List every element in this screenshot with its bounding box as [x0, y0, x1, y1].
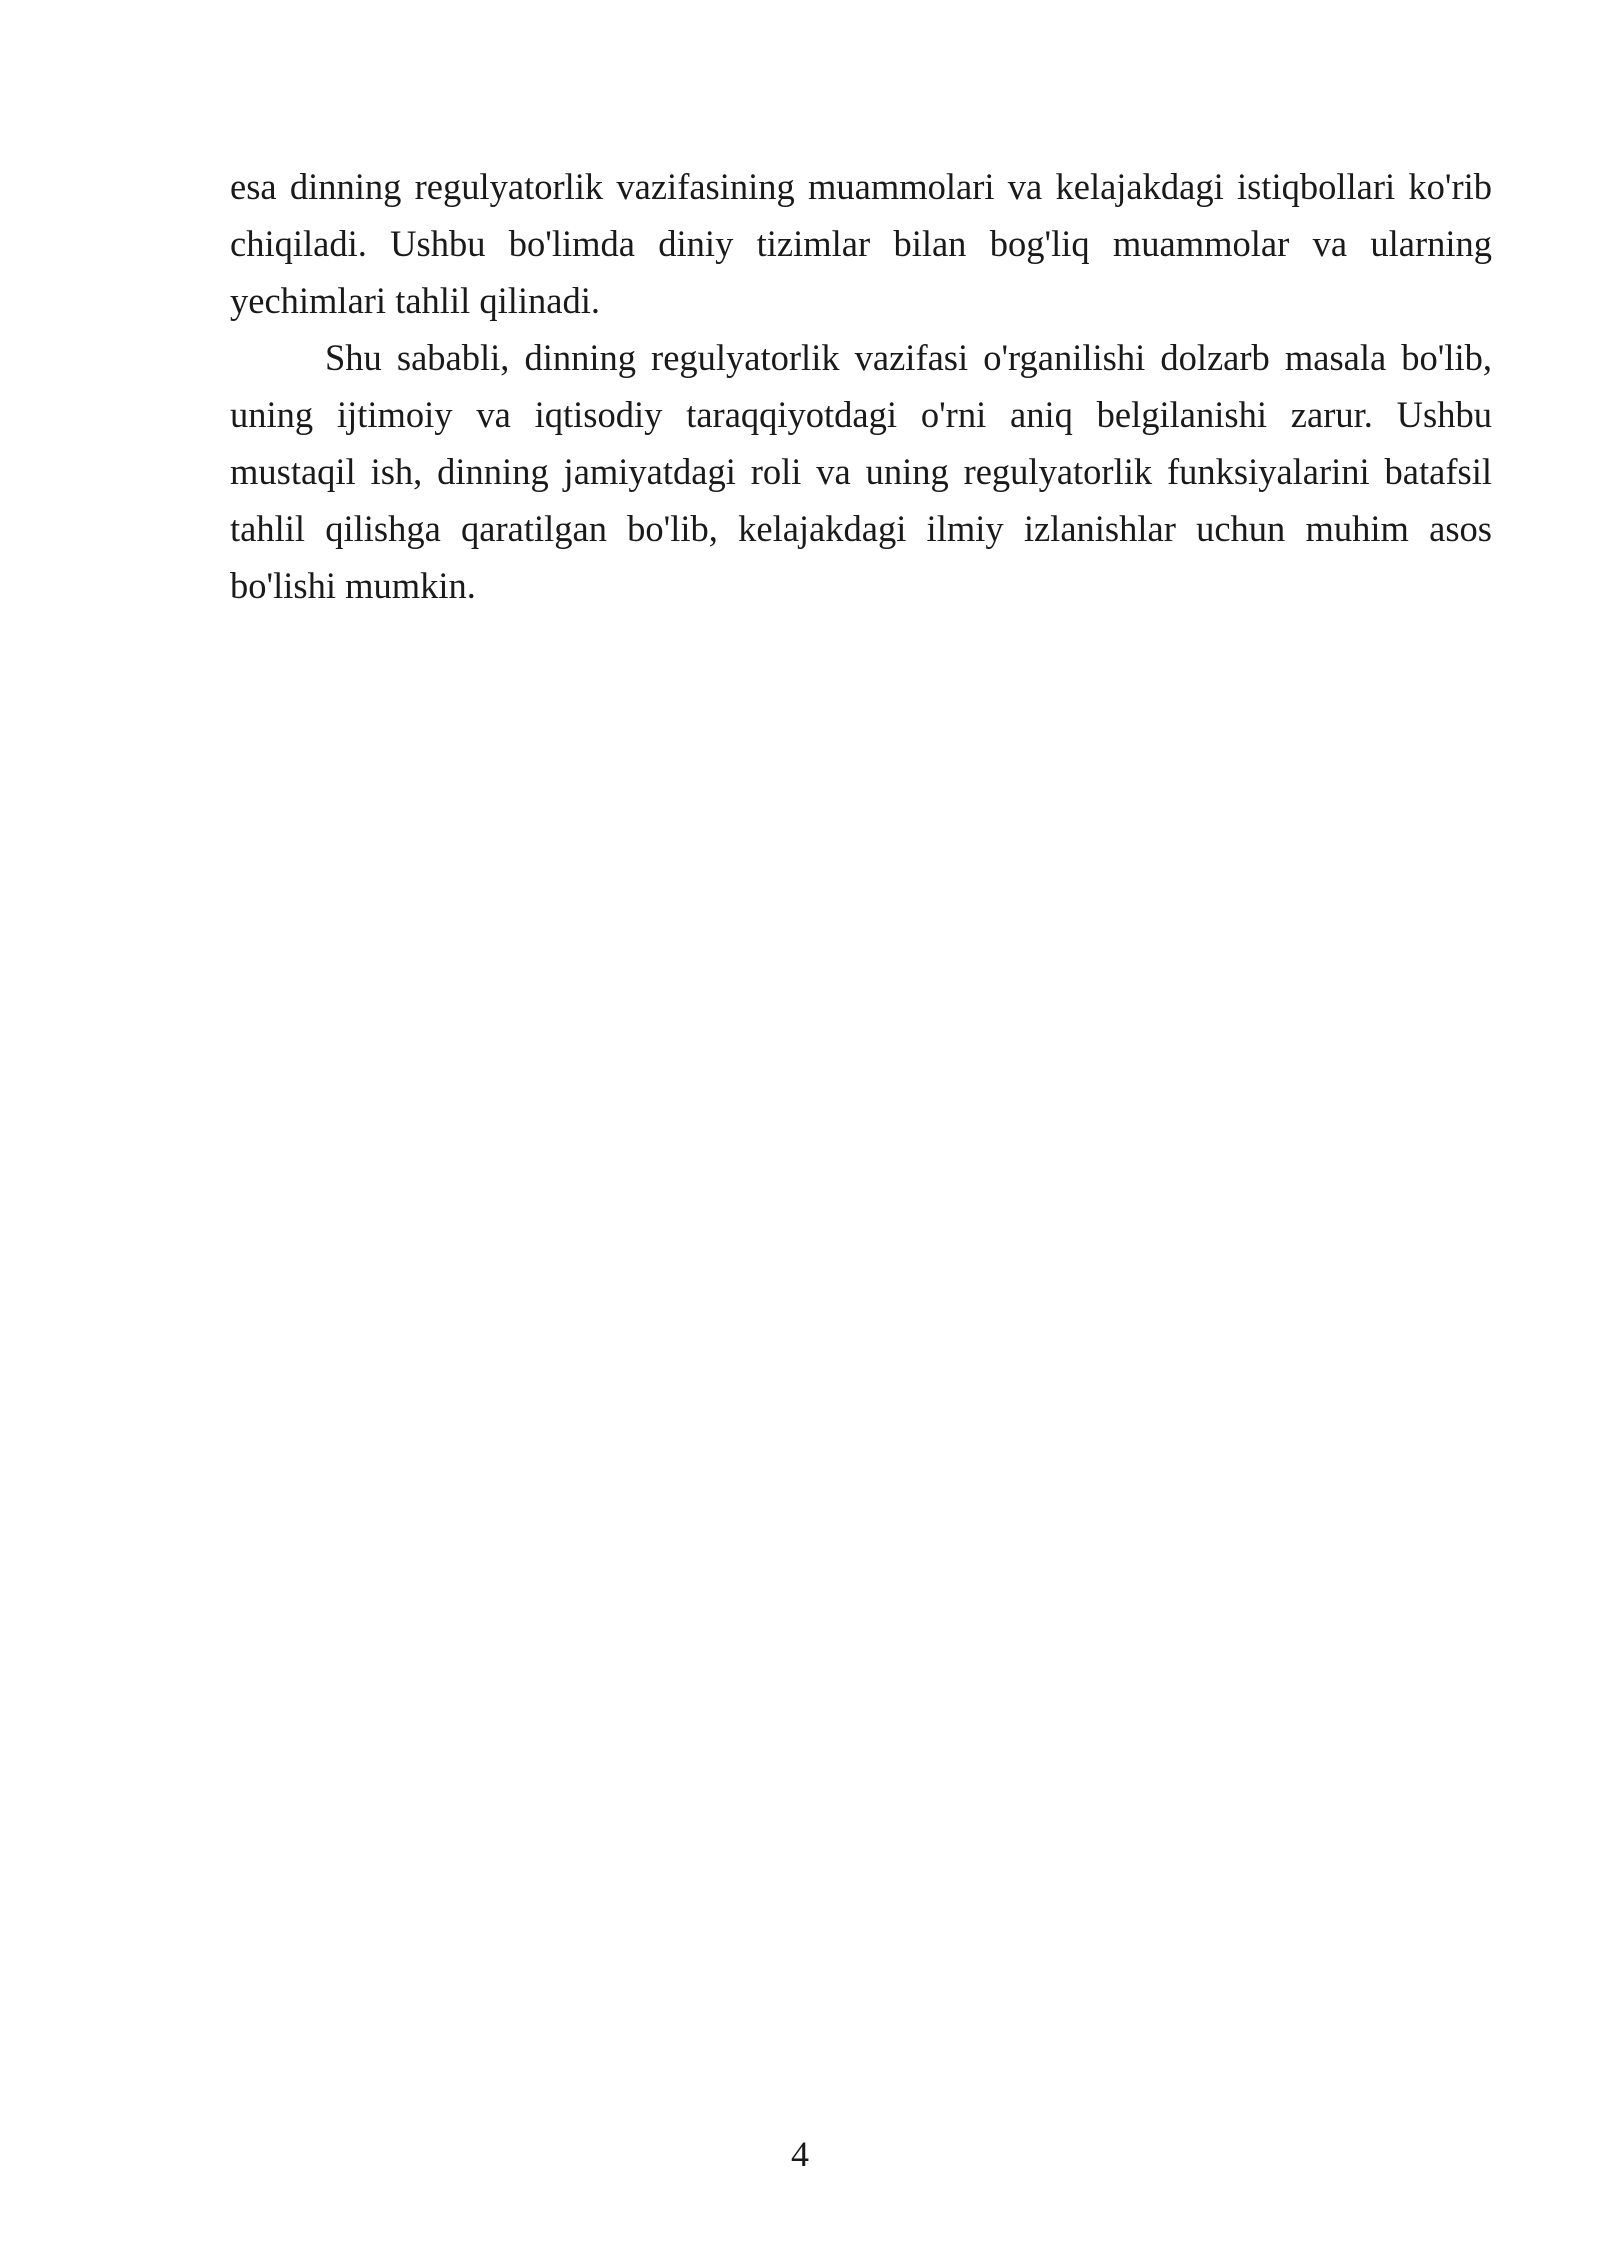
paragraph-continuation: esa dinning regulyatorlik vazifasining muammolari va kelajakdagi istiqbollari ko'rib chiqiladi. Ushbu bo'limda diniy tizimlar bilan bog'liq muammolar va ularning yechimlari tahlil qilinadi. [230, 166, 1492, 321]
page-number: 4 [791, 2134, 809, 2174]
body-text [230, 158, 1492, 614]
paragraph: Shu sababli, dinning regulyatorlik vazifasi o'rganilishi dolzarb masala bo'lib, uning ijtimoiy va iqtisodiy taraqqiyotdagi o'rni aniq belgilanishi zarur. Ushbu mustaqil ish, dinning jamiyatdagi roli va uning regulyatorlik funksiyalarini batafsil tahlil qilishga qaratilgan bo'lib, kelajakdagi ilmiy izlanishlar uchun muhim asos bo'lishi mumkin. [230, 337, 1492, 606]
